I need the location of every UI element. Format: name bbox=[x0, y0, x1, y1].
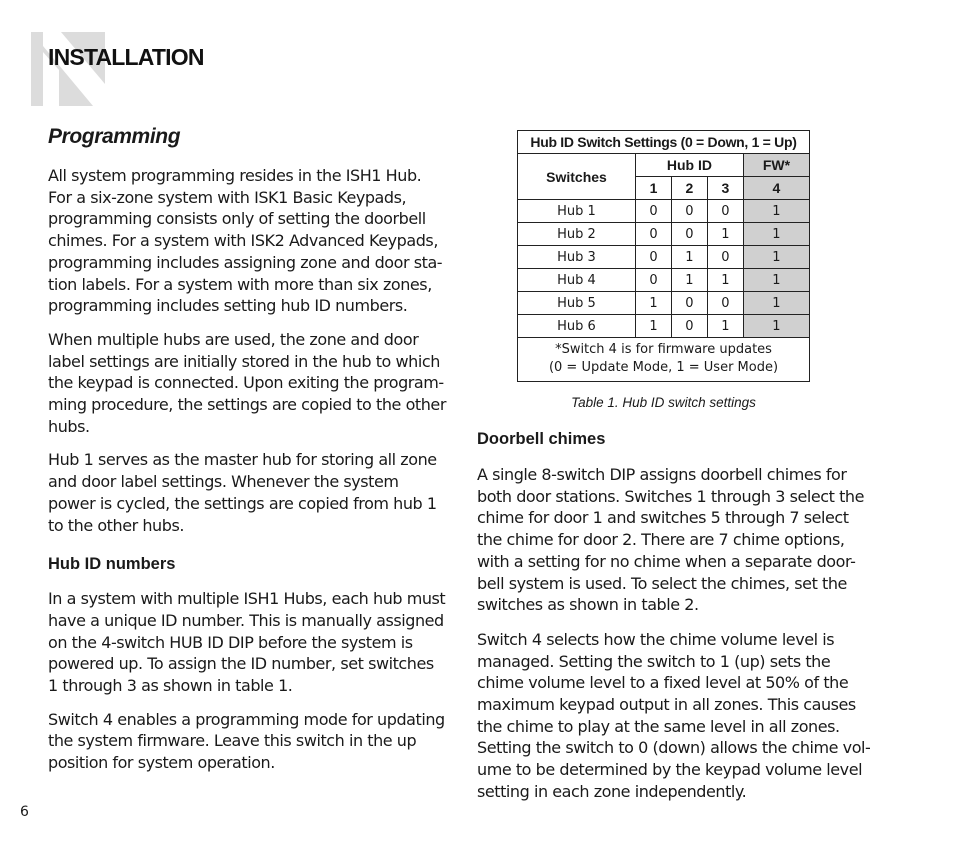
paragraph: A single 8-switch DIP assigns doorbell chimes for both door stations. Switches 1 through 3 select the chime for door 1 and switches 5 through 7 select the chime for door 2. There are 7 chime options, with a setting for no chime when a separate door-bell system is used. To select the chimes, set the switches as shown in table 2. bbox=[477, 465, 864, 615]
switch-value: 0 bbox=[636, 200, 672, 223]
table-row bbox=[518, 269, 810, 292]
table-row bbox=[518, 246, 810, 269]
switch-value: 1 bbox=[743, 246, 809, 269]
switch-value: 1 bbox=[671, 269, 707, 292]
hub-name: Hub 3 bbox=[518, 246, 636, 269]
switch-value: 0 bbox=[671, 315, 707, 338]
column-header: 4 bbox=[743, 177, 809, 200]
table-footnote bbox=[518, 338, 810, 382]
hub-name: Hub 2 bbox=[518, 223, 636, 246]
fw-header: FW* bbox=[743, 154, 809, 177]
switch-value: 0 bbox=[636, 269, 672, 292]
programming-heading: Programming bbox=[48, 125, 181, 148]
right-column bbox=[477, 430, 877, 815]
hub-id-numbers-heading: Hub ID numbers bbox=[48, 555, 176, 574]
footnote-line: *Switch 4 is for firmware updates bbox=[555, 342, 772, 357]
hub-id-table bbox=[517, 130, 810, 382]
hub-name: Hub 6 bbox=[518, 315, 636, 338]
switch-value: 0 bbox=[707, 200, 743, 223]
switch-value: 1 bbox=[743, 292, 809, 315]
column-header: 1 bbox=[636, 177, 672, 200]
switch-value: 1 bbox=[636, 315, 672, 338]
switch-value: 1 bbox=[743, 269, 809, 292]
table-row bbox=[518, 315, 810, 338]
hub-name: Hub 5 bbox=[518, 292, 636, 315]
switch-value: 1 bbox=[707, 269, 743, 292]
page-number: 6 bbox=[20, 804, 29, 820]
switch-value: 1 bbox=[671, 246, 707, 269]
table-caption: Table 1. Hub ID switch settings bbox=[571, 395, 756, 410]
doorbell-chimes-heading: Doorbell chimes bbox=[477, 430, 606, 448]
column-header: 2 bbox=[671, 177, 707, 200]
switch-value: 1 bbox=[636, 292, 672, 315]
switch-value: 0 bbox=[671, 292, 707, 315]
switches-header: Switches bbox=[518, 154, 636, 200]
paragraph: Hub 1 serves as the master hub for storing all zone and door label settings. Whenever the system power is cycled, the settings are copied from hub 1 to the other hubs. bbox=[48, 450, 437, 535]
hub-name: Hub 4 bbox=[518, 269, 636, 292]
section-title: INSTALLATION bbox=[48, 44, 204, 70]
table-row bbox=[518, 292, 810, 315]
switch-value: 1 bbox=[743, 315, 809, 338]
switch-value: 0 bbox=[671, 223, 707, 246]
paragraph: Switch 4 selects how the chime volume level is managed. Setting the switch to 1 (up) sets the chime volume level to a fixed level at 50% of the maximum keypad output in all zones. This causes the chime to play at the same level in all zones. Setting the switch to 0 (down) allows the chime vol-ume to be determined by the keypad volume level setting in each zone independently. bbox=[477, 629, 871, 801]
switch-value: 1 bbox=[707, 223, 743, 246]
switch-value: 1 bbox=[707, 315, 743, 338]
switch-value: 0 bbox=[636, 246, 672, 269]
left-column bbox=[48, 125, 448, 786]
paragraph: All system programming resides in the ISH1 Hub. For a six-zone system with ISK1 Basic Keypads, programming consists only of setting the doorbell chimes. For a system with ISK2 Advanced Keypads, programming includes assigning zone and door sta-tion labels. For a system with more than six zones, programming includes setting hub ID numbers. bbox=[48, 166, 443, 316]
hub-id-header: Hub ID bbox=[636, 154, 744, 177]
switch-value: 1 bbox=[743, 200, 809, 223]
table-title: Hub ID Switch Settings (0 = Down, 1 = Up) bbox=[518, 131, 810, 154]
footnote-line: (0 = Update Mode, 1 = User Mode) bbox=[548, 360, 779, 375]
paragraph: Switch 4 enables a programming mode for updating the system firmware. Leave this switch in the up position for system operation. bbox=[48, 709, 445, 773]
switch-value: 0 bbox=[671, 200, 707, 223]
switch-value: 0 bbox=[707, 246, 743, 269]
table-row bbox=[518, 223, 810, 246]
switch-value: 1 bbox=[743, 223, 809, 246]
hub-name: Hub 1 bbox=[518, 200, 636, 223]
table-row bbox=[518, 200, 810, 223]
switch-value: 0 bbox=[636, 223, 672, 246]
paragraph: In a system with multiple ISH1 Hubs, each hub must have a unique ID number. This is manually assigned on the 4-switch HUB ID DIP before the system is powered up. To assign the ID number, set switches 1 through 3 as shown in table 1. bbox=[48, 589, 446, 696]
paragraph: When multiple hubs are used, the zone and door label settings are initially stored in the hub to which the keypad is connected. Upon exiting the program-ming procedure, the settings are copied to the other hubs. bbox=[48, 329, 446, 436]
switch-value: 0 bbox=[707, 292, 743, 315]
column-header: 3 bbox=[707, 177, 743, 200]
